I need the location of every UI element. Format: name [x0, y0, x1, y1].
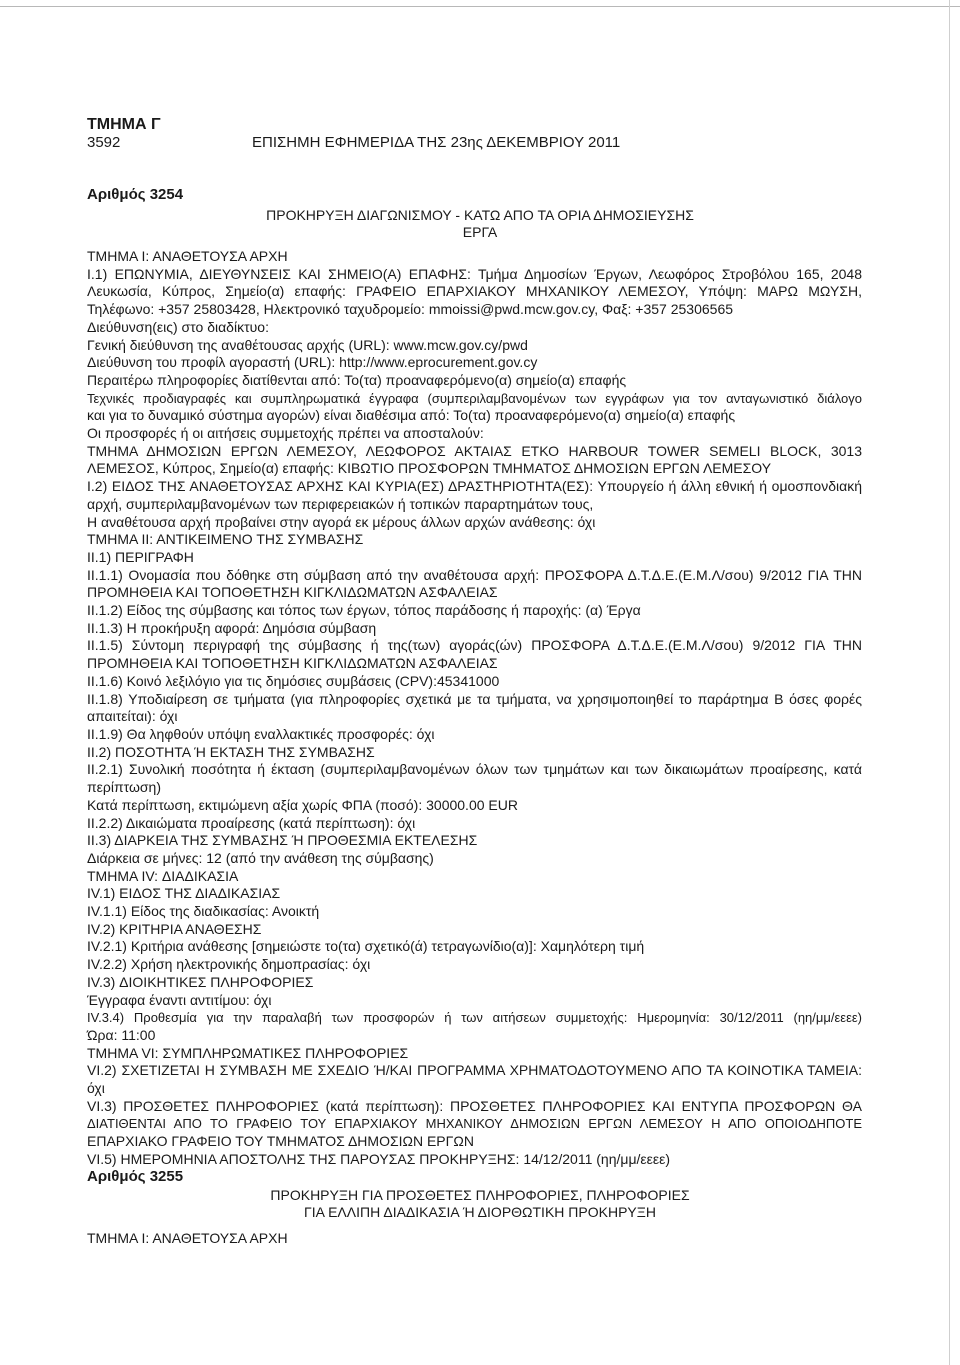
text-line: Ι.1) ΕΠΩΝΥΜΙΑ, ΔΙΕΥΘΥΝΣΕΙΣ ΚΑΙ ΣΗΜΕΙΟ(Α) ΕΠΑΦΗΣ: Τμήμα Δημοσίων Έργων, Λεωφόρος Στροβόλου 165, 2048	[87, 265, 862, 282]
text-line: ΤΜΗΜΑ VI: ΣΥΜΠΛΗΡΩΜΑΤΙΚΕΣ ΠΛΗΡΟΦΟΡΙΕΣ	[87, 1044, 409, 1061]
text-line: VI.2) ΣΧΕΤΙΖΕΤΑΙ Η ΣΥΜΒΑΣΗ ΜΕ ΣΧΕΔΙΟ Ή/ΚΑΙ ΠΡΟΓΡΑΜΜΑ ΧΡΗΜΑΤΟΔΟΤΟΥΜΕΝΟ ΑΠΟ ΤΑ ΚΟΙΝΟΤΙΚΑ ΤΑΜΕΙΑ:	[87, 1062, 862, 1079]
text-line: Γενική διεύθυνση της αναθέτουσας αρχής (URL): www.mcw.gov.cy/pwd	[87, 336, 528, 353]
gazette-title: ΕΠΙΣΗΜΗ ΕΦΗΜΕΡΙΔΑ ΤΗΣ 23ης ΔΕΚΕΜΒΡΙΟΥ 2011	[252, 134, 621, 151]
text-line: περίπτωση)	[87, 779, 161, 796]
text-line: ΙΙ.1.2) Είδος της σύμβασης και τόπος των έργων, τόπος παράδοσης ή παροχής: (α) Έργα	[87, 602, 641, 619]
text-line: ΙΙ.2) ΠΟΣΟΤΗΤΑ Ή ΕΚΤΑΣΗ ΤΗΣ ΣΥΜΒΑΣΗΣ	[87, 743, 375, 760]
text-line: ΙV.3.4) Προθεσμία για την παραλαβή των προσφορών ή των αιτήσεων συμμετοχής: Ημερομηνία: 30/12/2011 (ηη/μμ/εεεε)	[87, 1010, 862, 1026]
text-line: Η αναθέτουσα αρχή προβαίνει στην αγορά εκ μέρους άλλων αρχών ανάθεσης: όχι	[87, 513, 596, 530]
text-line: όχι	[87, 1080, 105, 1097]
text-line: ΛΕΜΕΣΟΣ, Κύπρος, Σημείο(α) επαφής: ΚΙΒΩΤΙΟ ΠΡΟΣΦΟΡΩΝ ΤΜΗΜΑΤΟΣ ΔΗΜΟΣΙΩΝ ΕΡΓΩΝ ΛΕΜΕΣΟΥ	[87, 460, 772, 477]
text-line: ΙΙ.1.8) Υποδιαίρεση σε τμήματα (για πληροφορίες σχετικά με τα τμήματα, να χρησιμοποιηθεί το παράρτημα Β όσες φορές	[87, 690, 862, 707]
text-line: ΤΜΗΜΑ ΙΙ: ΑΝΤΙΚΕΙΜΕΝΟ ΤΗΣ ΣΥΜΒΑΣΗΣ	[87, 531, 364, 548]
text-line: Διάρκεια σε μήνες: 12 (από την ανάθεση της σύμβασης)	[87, 849, 434, 866]
text-line: Τεχνικές προδιαγραφές και συμπληρωματικά έγγραφα (συμπεριλαμβανομένων των εγγράφων για τον ανταγωνιστικό διάλογο	[87, 390, 862, 406]
text-line: και για το δυναμικό σύστημα αγορών) είναι διαθέσιμα από: Το(τα) προαναφερόμενο(α) σημείο(α) επαφής	[87, 407, 736, 424]
section-heading: ΤΜΗΜΑ Γ	[87, 116, 161, 133]
text-line: Ι.2) ΕΙΔΟΣ ΤΗΣ ΑΝΑΘΕΤΟΥΣΑΣ ΑΡΧΗΣ ΚΑΙ ΚΥΡΙΑ(ΕΣ) ΔΡΑΣΤΗΡΙΟΤΗΤΑ(ΕΣ): Υπουργείο ή άλλη εθνική ή ομοσπονδιακή	[87, 478, 862, 495]
text-line: ΙV.2.2) Χρήση ηλεκτρονικής δημοπρασίας: όχι	[87, 956, 371, 973]
notice-title: ΠΡΟΚΗΡΥΞΗ ΔΙΑΓΩΝΙΣΜΟΥ - ΚΑΤΩ ΑΠΟ ΤΑ ΟΡΙΑ ΔΗΜΟΣΙΕΥΣΗΣ	[266, 207, 694, 223]
text-line: ΙΙ.1.9) Θα ληφθούν υπόψη εναλλακτικές προσφορές: όχι	[87, 725, 435, 742]
text-line: ΙV.1) ΕΙΔΟΣ ΤΗΣ ΔΙΑΔΙΚΑΣΙΑΣ	[87, 885, 281, 902]
text-line: Κατά περίπτωση, εκτιμώμενη αξία χωρίς ΦΠΑ (ποσό): 30000.00 EUR	[87, 796, 518, 813]
text-line: Περαιτέρω πληροφορίες διατίθενται από: Το(τα) προαναφερόμενο(α) σημείο(α) επαφής	[87, 371, 627, 388]
text-line: ΙΙ.2.2) Δικαιώματα προαίρεσης (κατά περίπτωση): όχι	[87, 814, 416, 831]
text-line: ΙΙ.3) ΔΙΑΡΚΕΙΑ ΤΗΣ ΣΥΜΒΑΣΗΣ Ή ΠΡΟΘΕΣΜΙΑ ΕΚΤΕΛΕΣΗΣ	[87, 832, 478, 849]
text-line: Διεύθυνση του προφίλ αγοραστή (URL): http://www.eprocurement.gov.cy	[87, 354, 538, 371]
notice-title: ΕΡΓΑ	[462, 224, 498, 240]
scan-edge-line	[949, 0, 950, 1365]
text-line: ΙΙ.2.1) Συνολική ποσότητα ή έκταση (συμπεριλαμβανομένων όλων των τμημάτων και των δικαιωμάτων προαίρεσης, κατά	[87, 761, 862, 778]
text-line: Ώρα: 11:00	[87, 1026, 156, 1043]
text-line: ΙΙ.1.1) Ονομασία που δόθηκε στη σύμβαση από την αναθέτουσα αρχή: ΠΡΟΣΦΟΡΑ Δ.Τ.Δ.Ε.(Ε.Μ.Λ/σου) 9/2012 ΓΙΑ ΤΗΝ	[87, 566, 862, 583]
text-line: ΙΙ.1.6) Κοινό λεξιλόγιο για τις δημόσιες συμβάσεις (CPV):45341000	[87, 672, 500, 689]
notice-body	[87, 248, 862, 1169]
text-line: ΕΠΑΡΧΙΑΚΟ ΓΡΑΦΕΙΟ ΤΟΥ ΤΜΗΜΑΤΟΣ ΔΗΜΟΣΙΩΝ ΕΡΓΩΝ	[87, 1133, 474, 1150]
notice-title: ΠΡΟΚΗΡΥΞΗ ΓΙΑ ΠΡΟΣΘΕΤΕΣ ΠΛΗΡΟΦΟΡΙΕΣ, ΠΛΗΡΟΦΟΡΙΕΣ	[270, 1187, 690, 1203]
section-heading: ΤΜΗΜΑ Ι: ΑΝΑΘΕΤΟΥΣΑ ΑΡΧΗ	[87, 1230, 288, 1246]
text-line: ΤΜΗΜΑ ΙV: ΔΙΑΔΙΚΑΣΙΑ	[87, 867, 239, 884]
text-line: ΙΙ.1.3) Η προκήρυξη αφορά: Δημόσια σύμβαση	[87, 619, 377, 636]
text-line: ΙV.3) ΔΙΟΙΚΗΤΙΚΕΣ ΠΛΗΡΟΦΟΡΙΕΣ	[87, 973, 314, 990]
text-line: Οι προσφορές ή οι αιτήσεις συμμετοχής πρέπει να αποσταλούν:	[87, 425, 484, 442]
text-line: Διεύθυνση(εις) στο διαδίκτυο:	[87, 318, 269, 335]
text-line: ΙV.2.1) Κριτήρια ανάθεσης [σημειώστε το(τα) σχετικό(ά) τετραγωνίδιο(α)]: Χαμηλότερη τιμή	[87, 938, 645, 955]
text-line: απαιτείται): όχι	[87, 708, 178, 725]
text-line: ΤΜΗΜΑ Ι: ΑΝΑΘΕΤΟΥΣΑ ΑΡΧΗ	[87, 248, 288, 264]
text-line: Λευκωσία, Κύπρος, Σημείο(α) επαφής: ΓΡΑΦΕΙΟ ΕΠΑΡΧΙΑΚΟΥ ΜΗΧΑΝΙΚΟΥ ΛΕΜΕΣΟΥ, Υπόψη: ΜΑΡΩ ΜΩΥΣΗ,	[87, 283, 862, 300]
text-line: ΙΙ.1) ΠΕΡΙΓΡΑΦΗ	[87, 548, 194, 565]
text-line: Έγγραφα έναντι αντιτίμου: όχι	[87, 991, 272, 1008]
text-line: VI.5) ΗΜΕΡΟΜΗΝΙΑ ΑΠΟΣΤΟΛΗΣ ΤΗΣ ΠΑΡΟΥΣΑΣ ΠΡΟΚΗΡΥΞΗΣ: 14/12/2011 (ηη/μμ/εεεε)	[87, 1150, 671, 1167]
text-line: ΔΙΑΤΙΘΕΝΤΑΙ ΑΠΟ ΤΟ ΓΡΑΦΕΙΟ ΤΟΥ ΕΠΑΡΧΙΑΚΟΥ ΜΗΧΑΝΙΚΟΥ ΔΗΜΟΣΙΩΝ ΕΡΓΩΝ ΛΕΜΕΣΟΥ Η ΑΠΟ ΟΠΟΙΟΔΗΠΟΤΕ	[87, 1116, 862, 1132]
notice-number: Αριθμός 3255	[87, 1168, 184, 1185]
text-line: ΠΡΟΜΗΘΕΙΑ ΚΑΙ ΤΟΠΟΘΕΤΗΣΗ ΚΙΓΚΛΙΔΩΜΑΤΩΝ ΑΣΦΑΛΕΙΑΣ	[87, 584, 498, 601]
notice-number: Αριθμός 3254	[87, 186, 184, 203]
text-line: αρχή, συμπεριλαμβανομένων των περιφερειακών ή τοπικών παραρτημάτων τους,	[87, 495, 594, 512]
notice-title: ΓΙΑ ΕΛΛΙΠΗ ΔΙΑΔΙΚΑΣΙΑ Ή ΔΙΟΡΘΩΤΙΚΗ ΠΡΟΚΗΡΥΞΗ	[304, 1204, 656, 1220]
text-line: Τηλέφωνο: +357 25803428, Ηλεκτρονικό ταχυδρομείο: mmoissi@pwd.mcw.gov.cy, Φαξ: +357 25306565	[87, 301, 734, 318]
text-line: ΠΡΟΜΗΘΕΙΑ ΚΑΙ ΤΟΠΟΘΕΤΗΣΗ ΚΙΓΚΛΙΔΩΜΑΤΩΝ ΑΣΦΑΛΕΙΑΣ	[87, 655, 498, 672]
text-line: VI.3) ΠΡΟΣΘΕΤΕΣ ΠΛΗΡΟΦΟΡΙΕΣ (κατά περίπτωση): ΠΡΟΣΘΕΤΕΣ ΠΛΗΡΟΦΟΡΙΕΣ ΚΑΙ ΕΝΤΥΠΑ ΠΡΟΣΦΟΡΩΝ ΘΑ	[87, 1097, 862, 1114]
text-line: ΤΜΗΜΑ ΔΗΜΟΣΙΩΝ ΕΡΓΩΝ ΛΕΜΕΣΟΥ, ΛΕΩΦΟΡΟΣ ΑΚΤΑΙΑΣ ΕΤΚΟ HARBOUR TOWER SEMELI BLOCK, 3013	[87, 442, 862, 459]
page-number: 3592	[87, 134, 121, 151]
text-line: ΙV.1.1) Είδος της διαδικασίας: Ανοικτή	[87, 903, 320, 920]
text-line: ΙΙ.1.5) Σύντομη περιγραφή της σύμβασης ή της(των) αγοράς(ών) ΠΡΟΣΦΟΡΑ Δ.Τ.Δ.Ε.(Ε.Μ.Λ/σου) 9/2012 ΓΙΑ ΤΗΝ	[87, 637, 862, 654]
text-line: ΙV.2) ΚΡΙΤΗΡΙΑ ΑΝΑΘΕΣΗΣ	[87, 920, 262, 937]
scan-edge-line	[0, 6, 960, 7]
